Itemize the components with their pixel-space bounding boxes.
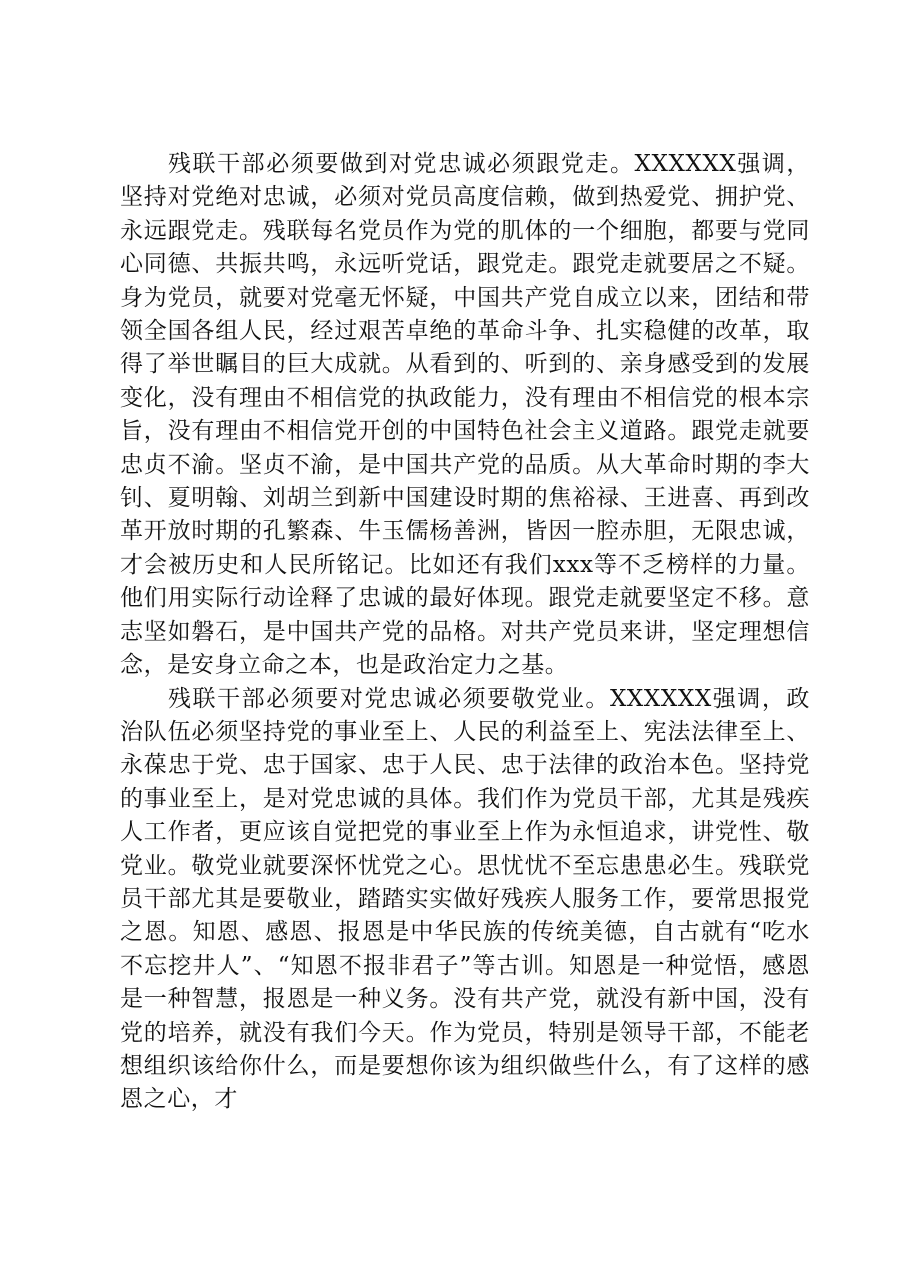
paragraph-respect-party-cause: 残联干部必须要对党忠诚必须要敬党业。XXXXXX强调，政治队伍必须坚持党的事业至上、人民的利益至上、宪法法律至上、永葆忠于党、忠于国家、忠于人民、忠于法律的政治本色。坚持党的事业至上，是对党忠诚的具体。我们作为党员干部，尤其是残疾人工作者，更应该自觉把党的事业至上作为永恒追求，讲党性、敬党业。敬党业就要深怀忧党之心。思忧忧不至忘患患必生。残联党员干部尤其是要敬业，踏踏实实做好残疾人服务工作，要常思报党之恩。知恩、感恩、报恩是中华民族的传统美德，自古就有“吃水不忘挖井人”、“知恩不报非君子”等古训。知恩是一种觉悟，感恩是一种智慧，报恩是一种义务。没有共产党，就没有新中国，没有党的培养，就没有我们今天。作为党员，特别是领导干部，不能老想组织该给你什么，而是要想你该为组织做些什么，有了这样的感恩之心，才 — [120, 685, 810, 1113]
paragraph-follow-party: 残联干部必须要做到对党忠诚必须跟党走。XXXXXX强调，坚持对党绝对忠诚，必须对党员高度信赖，做到热爱党、拥护党、永远跟党走。残联每名党员作为党的肌体的一个细胞，都要与党同心同德、共振共鸣，永远听党话，跟党走。跟党走就要居之不疑。身为党员，就要对党毫无怀疑，中国共产党自成立以来，团结和带领全国各组人民，经过艰苦卓绝的革命斗争、扎实稳健的改革，取得了举世瞩目的巨大成就。从看到的、听到的、亲身感受到的发展变化，没有理由不相信党的执政能力，没有理由不相信党的根本宗旨，没有理由不相信党开创的中国特色社会主义道路。跟党走就要忠贞不渝。坚贞不渝，是中国共产党的品质。从大革命时期的李大钊、夏明翰、刘胡兰到新中国建设时期的焦裕禄、王进喜、再到改革开放时期的孔繁森、牛玉儒杨善洲，皆因一腔赤胆，无限忠诚，才会被历史和人民所铭记。比如还有我们xxx等不乏榜样的力量。他们用实际行动诠释了忠诚的最好体现。跟党走就要坚定不移。意志坚如磐石，是中国共产党的品格。对共产党员来讲，坚定理想信念，是安身立命之本，也是政治定力之基。 — [120, 151, 810, 679]
body-text — [120, 148, 810, 1117]
